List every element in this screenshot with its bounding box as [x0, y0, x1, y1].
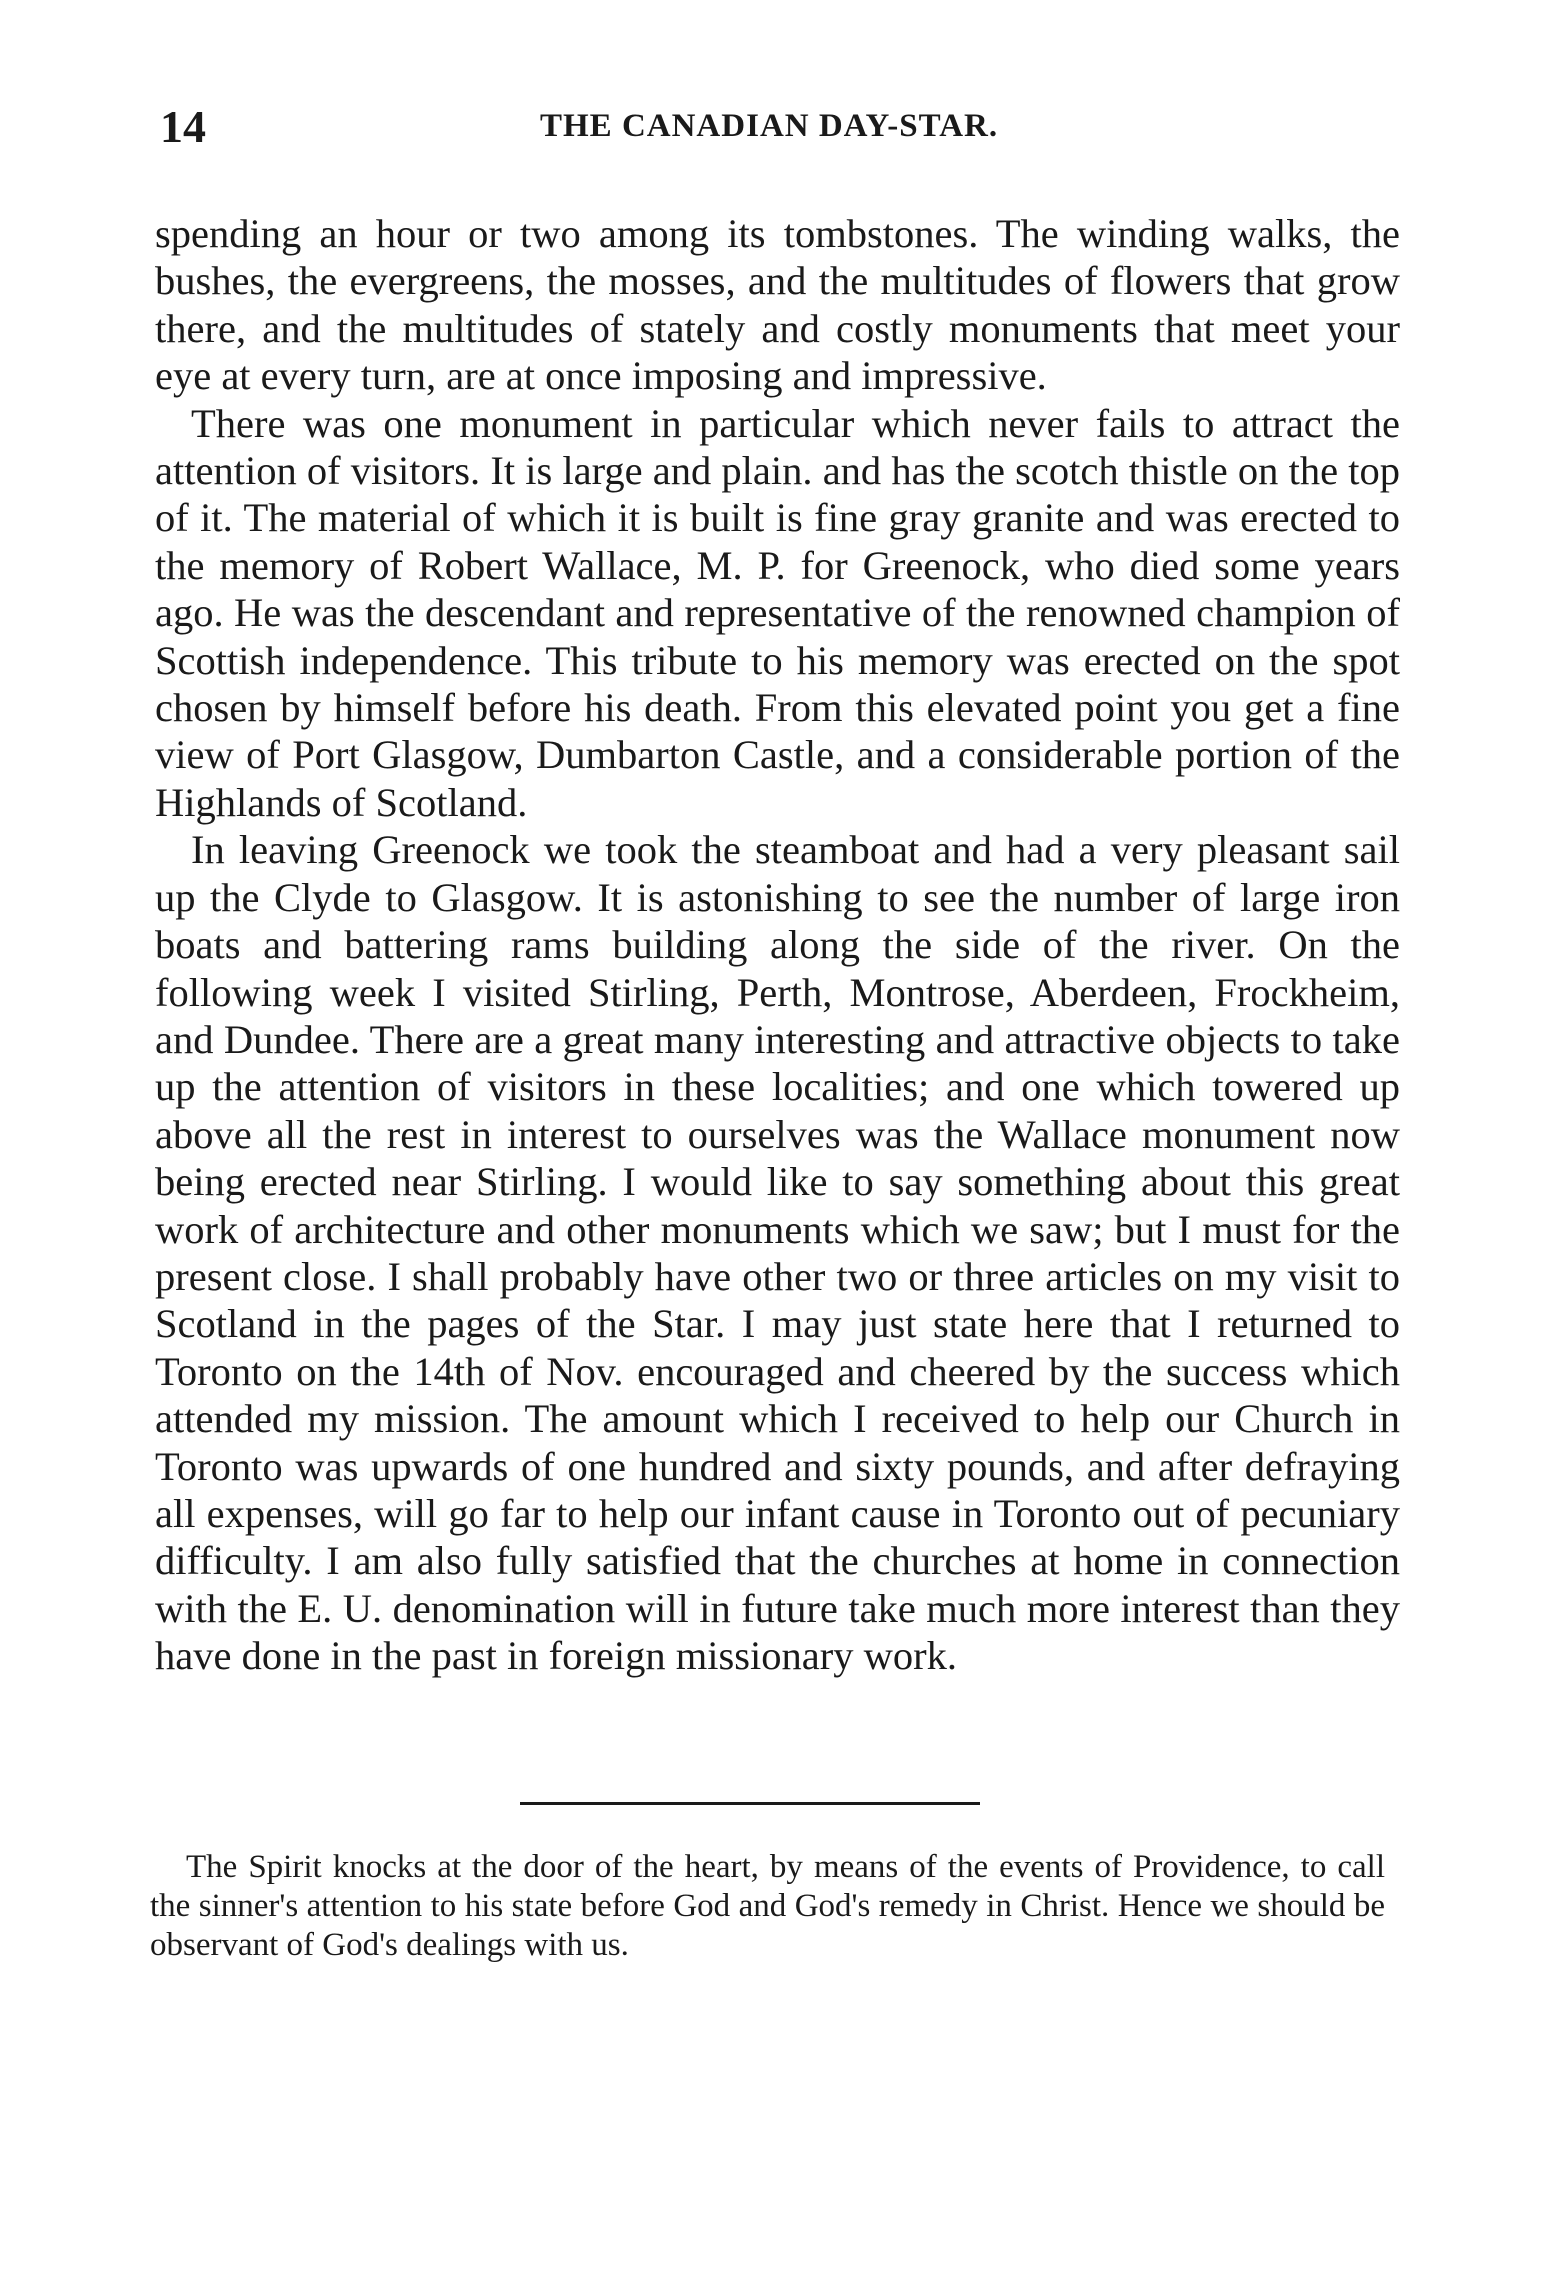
- paragraph-1: spending an hour or two among its tombstones. The winding walks, the bushes, the evergreens, the mosses, and the multitudes of flowers that grow there, and the multitudes of stately and costly monuments that meet your eye at every turn, are at once imposing and impressive.: [155, 211, 1400, 399]
- paragraph-3: In leaving Greenock we took the steamboat and had a very pleasant sail up the Clyde to Glasgow. It is astonishing to see the number of large iron boats and battering rams building along the side of the river. On the following week I visited Stirling, Perth, Montrose, Aberdeen, Frockheim, and Dundee. There are a great many interesting and attractive objects to take up the attention of visitors in these localities; and one which towered up above all the rest in interest to ourselves was the Wallace monument now being erected near Stirling. I would like to say something about this great work of architecture and other monuments which we saw; but I must for the present close. I shall probably have other two or three articles on my visit to Scotland in the pages of the Star. I may just state here that I returned to Toronto on the 14th of Nov. encouraged and cheered by the success which attended my mission. The amount which I received to help our Church in Toronto was upwards of one hundred and sixty pounds, and after defraying all expenses, will go far to help our infant cause in Toronto out of pecuniary difficulty. I am also fully satisfied that the churches at home in connection with the E. U. denomination will in future take much more interest than they have done in the past in foreign missionary work.: [155, 827, 1400, 1679]
- page-header: [160, 100, 1405, 160]
- section-divider: [520, 1802, 980, 1805]
- footnote-text: The Spirit knocks at the door of the heart, by means of the events of Providence, to call the sinner's attention to his state before God and God's remedy in Christ. Hence we should be observant of God's dealings with us.: [150, 1849, 1385, 1963]
- footnote: [150, 1848, 1385, 1965]
- article-body: [155, 210, 1400, 1680]
- paragraph-2: There was one monument in particular which never fails to attract the attention of visitors. It is large and plain. and has the scotch thistle on the top of it. The material of which it is built is fine gray granite and was erected to the memory of Robert Wallace, M. P. for Greenock, who died some years ago. He was the descendant and representative of the renowned champion of Scottish independence. This tribute to his memory was erected on the spot chosen by himself before his death. From this elevated point you get a fine view of Port Glasgow, Dumbarton Castle, and a considerable portion of the Highlands of Scotland.: [155, 400, 1400, 825]
- page-number: 14: [160, 101, 206, 152]
- running-title: THE CANADIAN DAY-STAR.: [540, 108, 999, 144]
